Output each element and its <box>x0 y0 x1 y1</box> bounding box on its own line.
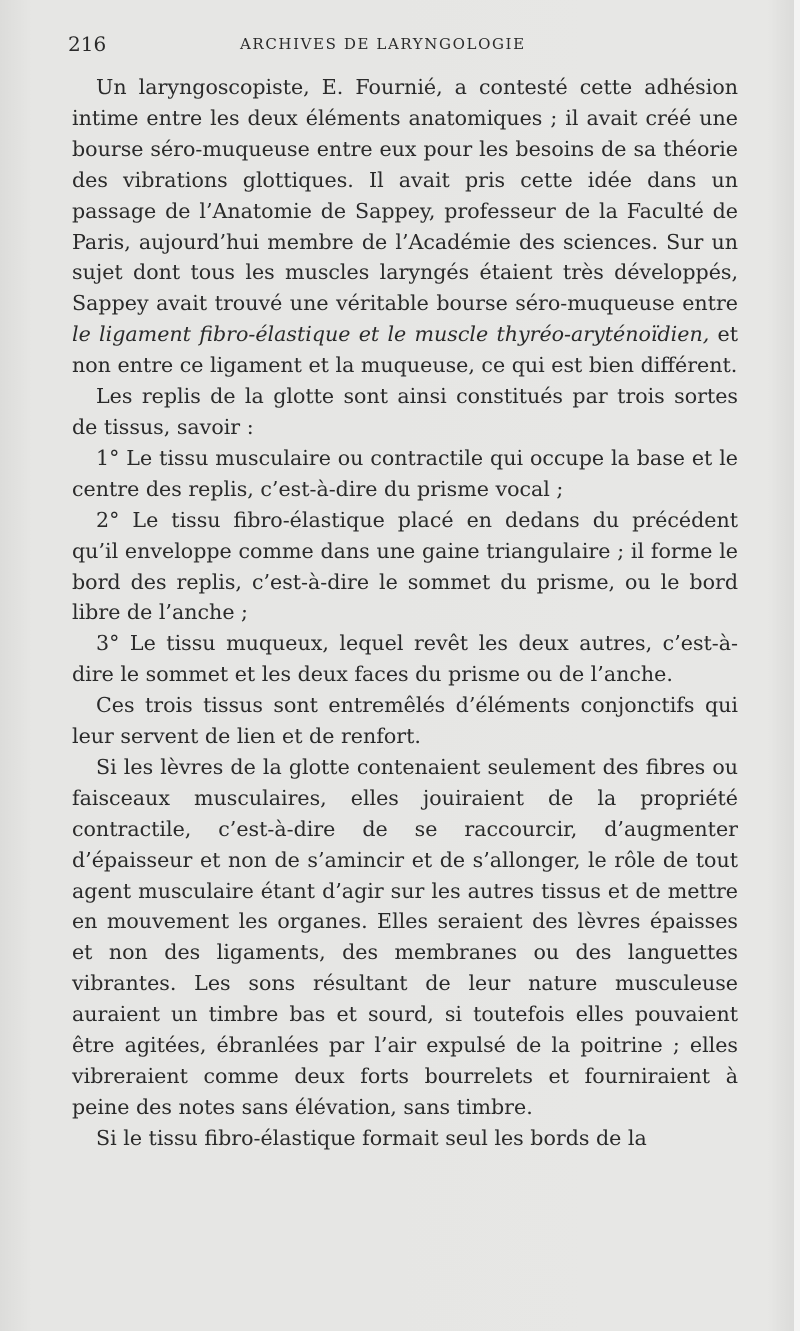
running-header <box>68 32 728 60</box>
paragraph-1-italic: le ligament fibro-élastique et le muscle thyréo-aryténoïdien, <box>72 322 710 347</box>
list-item-3: 3° Le tissu muqueux, lequel revêt les deux autres, c’est-à-dire le sommet et les deux faces du prisme ou de l’anche. <box>72 631 738 687</box>
page-edge <box>794 0 800 1331</box>
body-text <box>72 72 738 1154</box>
paragraph-1-text-a: Un laryngoscopiste, E. Fournié, a contesté cette adhésion intime entre les deux éléments anatomiques ; il avait créé une bourse séro-muqueuse entre eux pour les besoins de sa théorie des vibrations glottiques. Il avait pris cette idée dans un passage de l’Anatomie de Sappey, professeur de la Faculté de Paris, aujourd’hui membre de l’Académie des sciences. Sur un sujet dont tous les muscles laryngés étaient très développés, Sappey avait trouvé une véritable bourse séro-muqueuse entre <box>72 75 738 316</box>
paragraph-4: Si les lèvres de la glotte contenaient seulement des fibres ou faisceaux musculaires, elles jouiraient de la propriété contractile, c’est-à-dire de se raccourcir, d’augmenter d’épaisseur et non de s’amincir et de s’allonger, le rôle de tout agent musculaire étant d’agir sur les autres tissus et de mettre en mouvement les organes. Elles seraient des lèvres épaisses et non des ligaments, des membranes ou des languettes vibrantes. Les sons résultant de leur nature musculeuse auraient un timbre bas et sourd, si toutefois elles pouvaient être agitées, ébranlées par l’air expulsé de la poitrine ; elles vibreraient comme deux forts bourrelets et fourniraient à peine des notes sans élévation, sans timbre. <box>72 754 738 1119</box>
list-item-2: 2° Le tissu fibro-élastique placé en dedans du précédent qu’il enveloppe comme dans une gaine triangulaire ; il forme le bord des replis, c’est-à-dire le sommet du prisme, ou le bord libre de l’anche ; <box>72 507 738 625</box>
list-item-1: 1° Le tissu musculaire ou contractile qui occupe la base et le centre des replis, c’est-à-dire du prisme vocal ; <box>72 445 738 501</box>
running-title: ARCHIVES DE LARYNGOLOGIE <box>240 35 526 53</box>
paragraph-1 <box>72 72 738 381</box>
paragraph-2: Les replis de la glotte sont ainsi constitués par trois sortes de tissus, savoir : <box>72 384 738 439</box>
page-number: 216 <box>68 32 107 56</box>
paragraph-5: Si le tissu fibro-élastique formait seul les bords de la <box>96 1125 647 1150</box>
paragraph-1-text-b: et non entre ce ligament et la muqueuse, ce qui est bien différent. <box>72 322 739 378</box>
paragraph-3: Ces trois tissus sont entremêlés d’éléments conjonctifs qui leur servent de lien et de renfort. <box>72 693 738 749</box>
